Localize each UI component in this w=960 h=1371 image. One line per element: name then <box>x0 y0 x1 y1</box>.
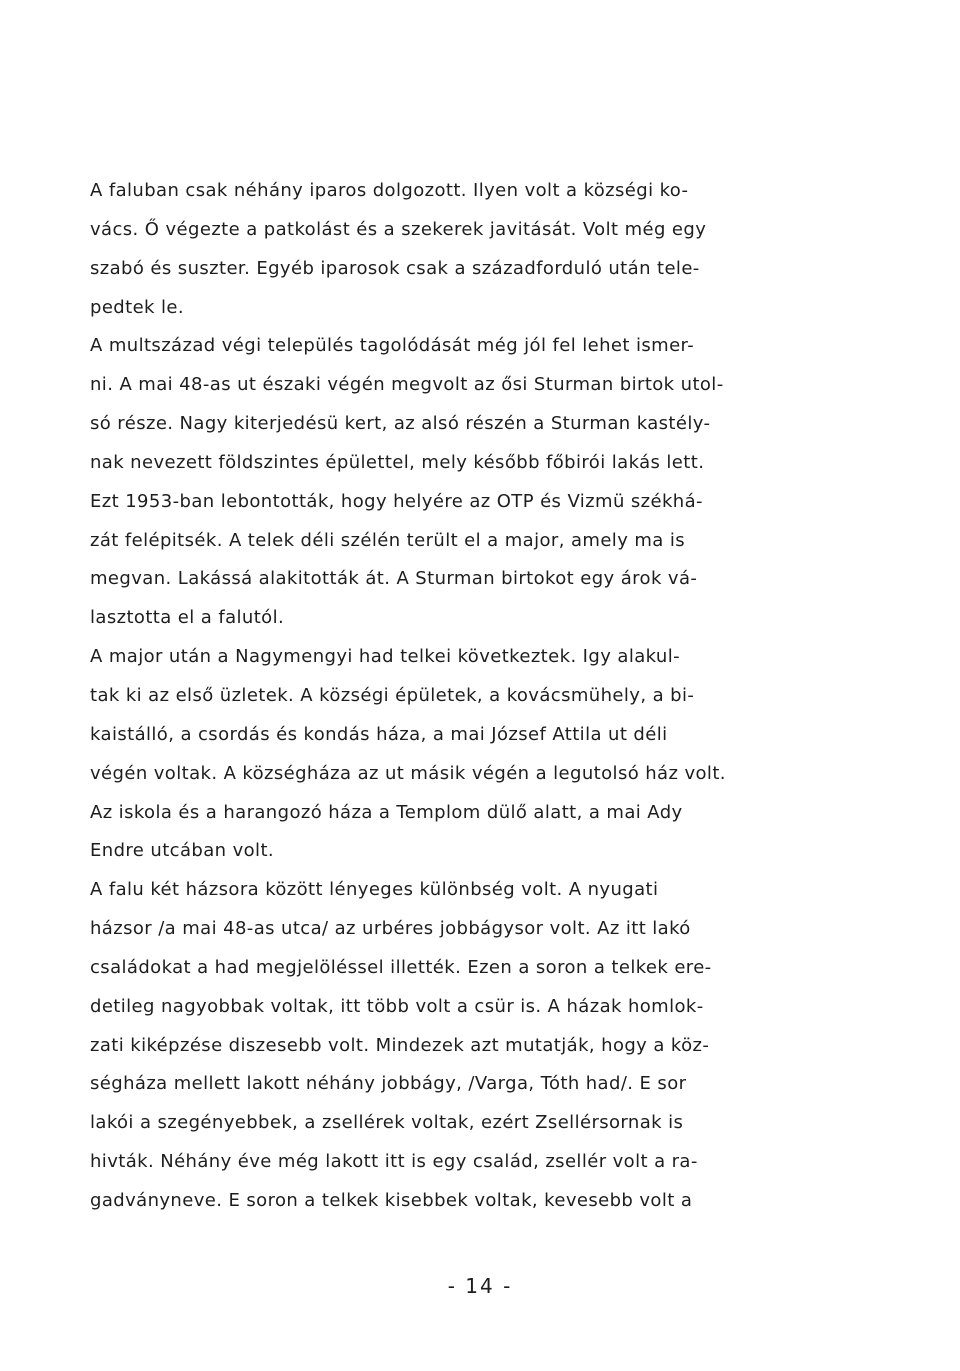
text-line: gadványneve. E soron a telkek kisebbek voltak, kevesebb volt a <box>90 1189 693 1211</box>
text-line: zati kiképzése diszesebb volt. Mindezek azt mutatják, hogy a köz- <box>90 1034 710 1056</box>
text-line: detileg nagyobbak voltak, itt több volt a csür is. A házak homlok- <box>90 995 704 1017</box>
text-line: A major után a Nagymengyi had telkei következtek. Igy alakul- <box>90 646 681 668</box>
text-line: hivták. Néhány éve még lakott itt is egy család, zsellér volt a ra- <box>90 1151 698 1173</box>
text-line: zát felépitsék. A telek déli szélén terült el a major, amely ma is <box>90 529 686 551</box>
text-line: családokat a had megjelöléssel illették. Ezen a soron a telkek ere- <box>90 956 712 978</box>
text-line: A faluban csak néhány iparos dolgozott. Ilyen volt a községi ko- <box>90 180 689 201</box>
text-line: A multszázad végi település tagolódását még jól fel lehet ismer- <box>90 335 695 357</box>
text-line: tak ki az első üzletek. A községi épületek, a kovácsmühely, a bi- <box>90 684 695 706</box>
text-line: nak nevezett földszintes épülettel, mely később főbirói lakás lett. <box>90 451 705 473</box>
text-line: lasztotta el a falutól. <box>90 607 285 629</box>
text-line: megvan. Lakássá alakitották át. A Sturman birtokot egy árok vá- <box>90 568 698 590</box>
text-line: Endre utcában volt. <box>90 840 275 862</box>
text-line: lakói a szegényebbek, a zsellérek voltak, ezért Zsellérsornak is <box>90 1112 684 1134</box>
text-line: szabó és suszter. Egyéb iparosok csak a századforduló után tele- <box>90 257 700 279</box>
text-line: pedtek le. <box>90 296 184 318</box>
text-line: Az iskola és a harangozó háza a Templom dülő alatt, a mai Ady <box>90 801 683 823</box>
body-text <box>90 172 830 1221</box>
text-line: Ezt 1953-ban lebontották, hogy helyére az OTP és Vizmü székhá- <box>90 490 703 512</box>
text-line: A falu két házsora között lényeges különbség volt. A nyugati <box>90 879 659 901</box>
page-number: - 14 - <box>447 1274 513 1298</box>
text-line: házsor /a mai 48-as utca/ az urbéres jobbágysor volt. Az itt lakó <box>90 918 691 940</box>
text-line: só része. Nagy kiterjedésü kert, az alsó részén a Sturman kastély- <box>90 413 711 435</box>
text-line: ni. A mai 48-as ut északi végén megvolt az ősi Sturman birtok utol- <box>90 374 724 396</box>
text-line: kaistálló, a csordás és kondás háza, a mai József Attila ut déli <box>90 723 668 745</box>
text-line: végén voltak. A községháza az ut másik végén a legutolsó ház volt. <box>90 762 726 784</box>
text-line: vács. Ő végezte a patkolást és a szekerek javitását. Volt még egy <box>90 218 707 240</box>
text-line: ségháza mellett lakott néhány jobbágy, /Varga, Tóth had/. E sor <box>90 1073 687 1095</box>
